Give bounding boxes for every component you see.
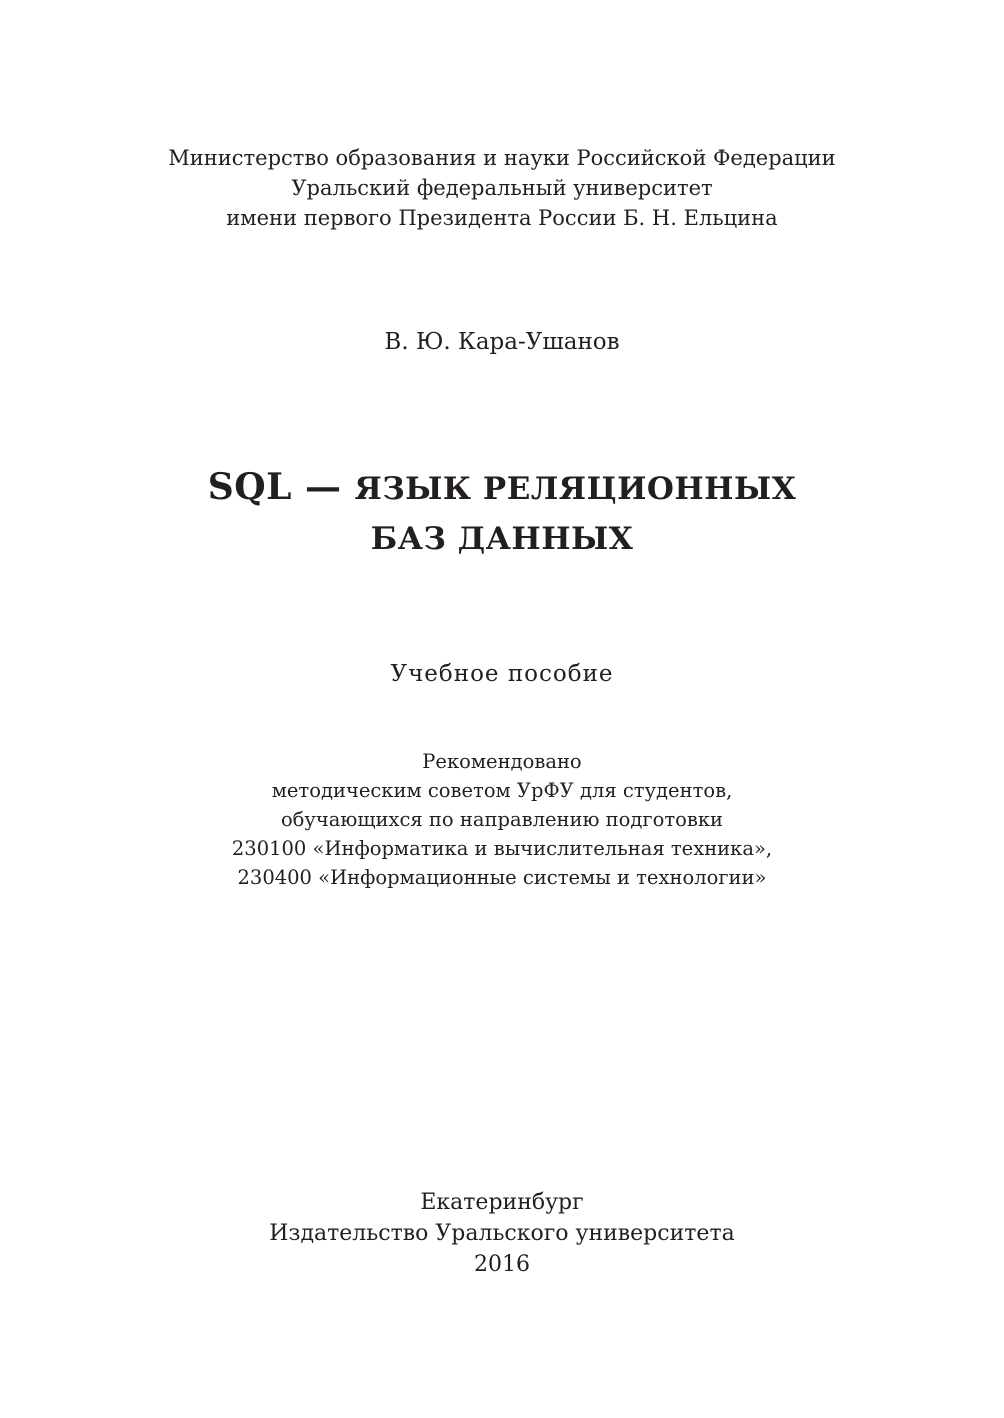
university-name-line: имени первого Президента России Б. Н. Ельцина bbox=[226, 206, 778, 230]
recommendation-line: 230400 «Информационные системы и технологии» bbox=[237, 866, 767, 889]
title-prefix: SQL — bbox=[207, 466, 355, 508]
institution-block bbox=[0, 143, 1004, 233]
imprint-city: Екатеринбург bbox=[420, 1190, 584, 1215]
author-name: В. Ю. Кара-Ушанов bbox=[384, 329, 620, 355]
university-line: Уральский федеральный университет bbox=[291, 176, 713, 200]
recommendation-line: обучающихся по направлению подготовки bbox=[280, 808, 724, 831]
recommendation-block bbox=[0, 747, 1004, 892]
book-subtitle: Учебное пособие bbox=[390, 661, 614, 687]
imprint-year: 2016 bbox=[474, 1252, 530, 1277]
imprint-publisher: Издательство Уральского университета bbox=[269, 1221, 735, 1246]
book-title bbox=[0, 462, 1004, 564]
recommendation-line: методическим советом УрФУ для студентов, bbox=[271, 779, 733, 802]
ministry-line: Министерство образования и науки Российской Федерации bbox=[168, 146, 836, 170]
title-line-1 bbox=[0, 462, 1004, 514]
recommendation-line: Рекомендовано bbox=[422, 750, 582, 773]
title-line-2: БАЗ ДАННЫХ bbox=[370, 521, 634, 557]
recommendation-line: 230100 «Информатика и вычислительная техника», bbox=[231, 837, 773, 860]
imprint-block bbox=[0, 1187, 1004, 1280]
title-line-1-rest: ЯЗЫК РЕЛЯЦИОННЫХ bbox=[354, 471, 797, 507]
